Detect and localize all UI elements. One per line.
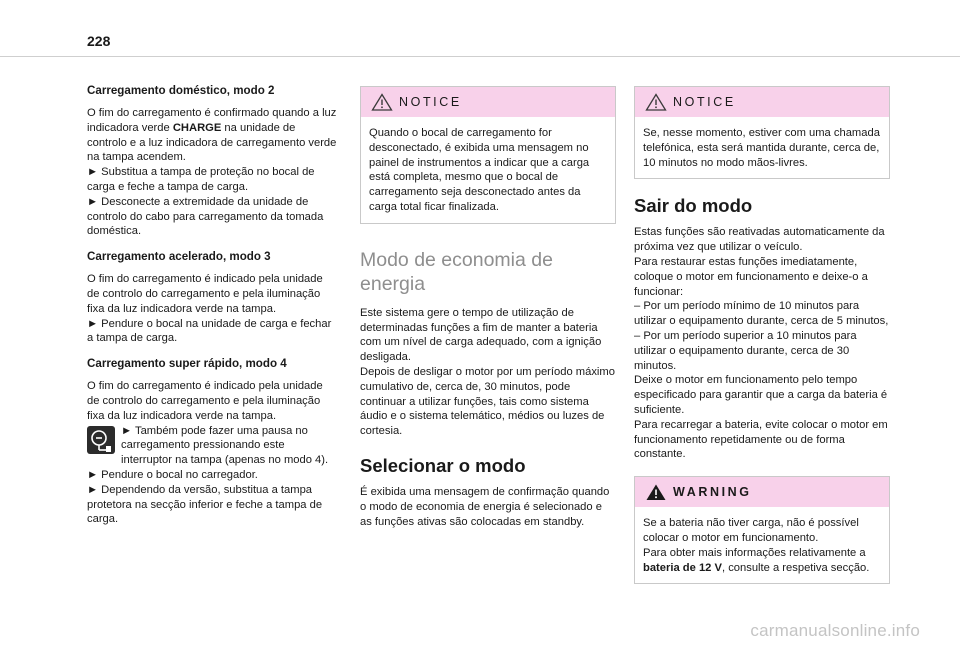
- notice-box: [634, 86, 890, 179]
- column-right: [634, 86, 890, 584]
- step-hang-nozzle: ► Pendure o bocal na unidade de carga e fechar a tampa de carga.: [87, 317, 332, 345]
- step-disconnect: ► Desconecte a extremidade da unidade de controlo do cabo para carregamento da tomada doméstica.: [87, 195, 324, 238]
- text-span: Para obter mais informações relativamente a: [643, 546, 866, 559]
- paragraph-keep-running: Deixe o motor em funcionamento pelo tempo especificado para garantir que a carga da bateria é suficiente.: [634, 374, 888, 416]
- paragraph-mode4: O fim do carregamento é indicado pela unidade de controlo do carregamento e pela iluminação fixa da luz indicadora verde na tampa.: [87, 380, 323, 422]
- notice-text: Se, nesse momento, estiver com uma chamada telefónica, esta será mantida durante, cerca de, 10 minutos no modo mãos-livres.: [643, 127, 880, 169]
- watermark: carmanualsonline.info: [750, 621, 920, 640]
- subsection-title-select: Selecionar o modo: [360, 454, 526, 476]
- warning-body: [635, 507, 889, 583]
- charging-switch-icon: [87, 426, 115, 454]
- heading-mode4: Carregamento super rápido, modo 4: [87, 357, 287, 371]
- column-middle: [360, 86, 616, 529]
- charge-keyword: CHARGE: [172, 121, 222, 134]
- warning-triangle-icon: [645, 483, 667, 501]
- page-number: 228: [87, 33, 111, 49]
- warning-triangle-icon: [645, 93, 667, 111]
- heading-mode3: Carregamento acelerado, modo 3: [87, 250, 271, 264]
- notice-label: NOTICE: [399, 95, 462, 109]
- warning-label: WARNING: [673, 485, 752, 500]
- step-pause-charging: [87, 424, 337, 468]
- text-span: O fim do carregamento é confirmado quando a luz indicadora verde: [87, 107, 337, 134]
- notice-label: NOTICE: [673, 95, 736, 109]
- step-replace-protective-cover: ► Dependendo da versão, substitua a tampa protetora na secção inferior e feche a tampa de carga.: [87, 483, 323, 526]
- column-left: [87, 83, 337, 527]
- list-item: – Por um período mínimo de 10 minutos para utilizar o equipamento durante, cerca de 5 minutos,: [634, 300, 889, 328]
- battery-keyword: bateria de 12 V: [643, 561, 722, 574]
- notice-text: Quando o bocal de carregamento for desconectado, é exibida uma mensagem no painel de instrumentos a indicar que a carga está completa, mesmo que o bocal de carregamento seja desconectado antes da carga total ficar finalizada.: [369, 127, 590, 213]
- warning-box: [634, 476, 890, 584]
- paragraph-reactivated: Estas funções são reativadas automaticamente da próxima vez que utilizar o veículo.: [634, 226, 885, 254]
- notice-body: [635, 117, 889, 178]
- warning-text: Se a bateria não tiver carga, não é possível colocar o motor em funcionamento.: [643, 517, 859, 544]
- step-replace-cover: ► Substitua a tampa de proteção no bocal de carga e feche a tampa de carga.: [87, 166, 315, 193]
- paragraph-mode2: [87, 106, 337, 165]
- header-divider: [0, 56, 960, 57]
- warning-header: [635, 477, 889, 507]
- text-span: , consulte a respetiva secção.: [721, 561, 870, 574]
- subsection-title-exit: Sair do modo: [634, 195, 753, 217]
- notice-body: [361, 117, 615, 223]
- warning-triangle-icon: [371, 93, 393, 111]
- paragraph-restore: Para restaurar estas funções imediatamente, coloque o motor em funcionamento e deixe-o a funcionar:: [634, 255, 868, 298]
- text-span: ► Também pode fazer uma pausa no carregamento pressionando este interruptor na tampa (apenas no modo 4).: [121, 424, 329, 467]
- step-hang-charger: ► Pendure o bocal no carregador.: [87, 468, 258, 481]
- notice-box: [360, 86, 616, 224]
- paragraph-mode3: O fim do carregamento é indicado pela unidade de controlo do carregamento e pela iluminação fixa da luz indicadora verde na tampa.: [87, 273, 323, 315]
- notice-header: [361, 87, 615, 117]
- notice-header: [635, 87, 889, 117]
- list-item: – Por um período superior a 10 minutos para utilizar o equipamento durante, cerca de 30 minutos.: [634, 329, 857, 372]
- warning-text-more: [643, 546, 881, 576]
- paragraph-intro: Este sistema gere o tempo de utilização de determinadas funções a fim de manter a bateria com um nível de carga adequado, com a ignição desligada.: [360, 306, 602, 364]
- paragraph-recharge: Para recarregar a bateria, evite colocar o motor em funcionamento repetidamente ou de forma constante.: [634, 418, 888, 461]
- heading-mode2: Carregamento doméstico, modo 2: [87, 84, 275, 97]
- paragraph-detail: Depois de desligar o motor por um período máximo cumulativo de, cerca de, 30 minutos, pode continuar a utilizar funções, tais como sistema áudio e o sistema telemático, médios ou luzes de cortesia.: [360, 365, 615, 438]
- section-title: Modo de economia de energia: [360, 248, 553, 295]
- paragraph-select: É exibida uma mensagem de confirmação quando o modo de economia de energia é selecionado e as funções ativas são colocadas em standby.: [360, 485, 610, 528]
- text-span: na unidade de controlo e a luz indicadora de carregamento verde na tampa acendem.: [87, 121, 337, 164]
